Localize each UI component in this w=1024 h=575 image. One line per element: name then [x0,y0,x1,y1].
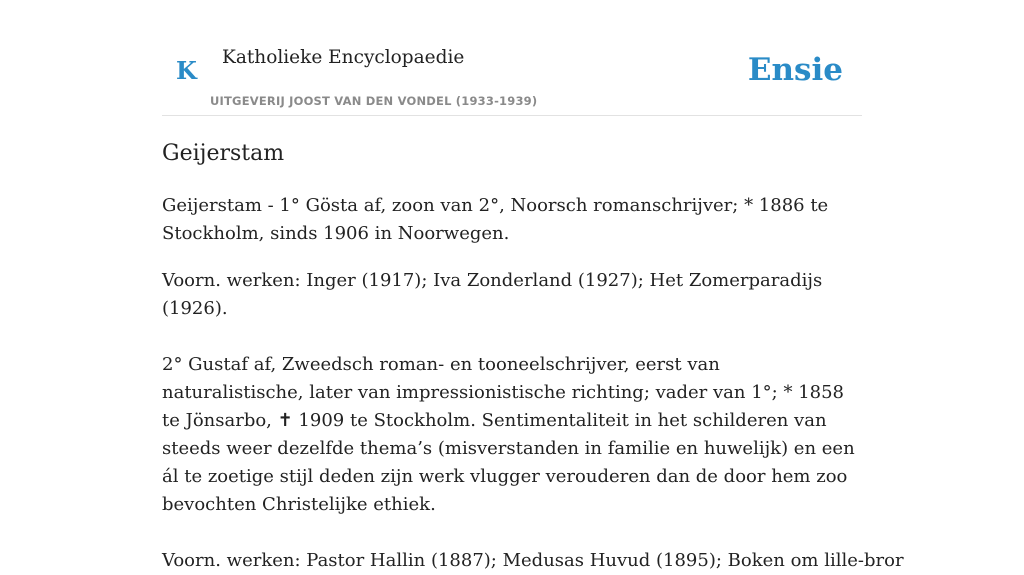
logo-k-icon[interactable]: K [176,56,197,85]
site-header [162,0,862,116]
article-paragraph: Voorn. werken: Inger (1917); Iva Zonderland (1927); Het Zomerparadijs (1926). [162,270,823,319]
article-paragraph: Voorn. werken: Pastor Hallin (1887); Medusas Huvud (1895); Boken om lille-bror [162,550,904,571]
site-subtitle: UITGEVERIJ JOOST VAN DEN VONDEL (1933-1939) [210,94,538,108]
ensie-brand-logo[interactable]: Ensie [747,52,843,88]
article-content [162,138,904,575]
article-title: Geijerstam [162,141,285,166]
article-paragraph: 2° Gustaf af, Zweedsch roman- en tooneelschrijver, eerst van naturalistische, later van impressionistische richting; vader van 1°; * 1858 te Jönsarbo, ✝ 1909 te Stockholm. Sentimentaliteit in het schilderen van steeds weer dezelfde thema’s (misverstanden in familie en huwelijk) en een ál te zoetige stijl deden zijn werk vlugger verouderen dan de door hem zoo bevochten Christelijke ethiek. [162,354,855,515]
article-paragraph: Geijerstam - 1° Gösta af, zoon van 2°, Noorsch romanschrijver; * 1886 te Stockholm, sinds 1906 in Noorwegen. [162,195,829,244]
site-title[interactable]: Katholieke Encyclopaedie [222,47,465,68]
